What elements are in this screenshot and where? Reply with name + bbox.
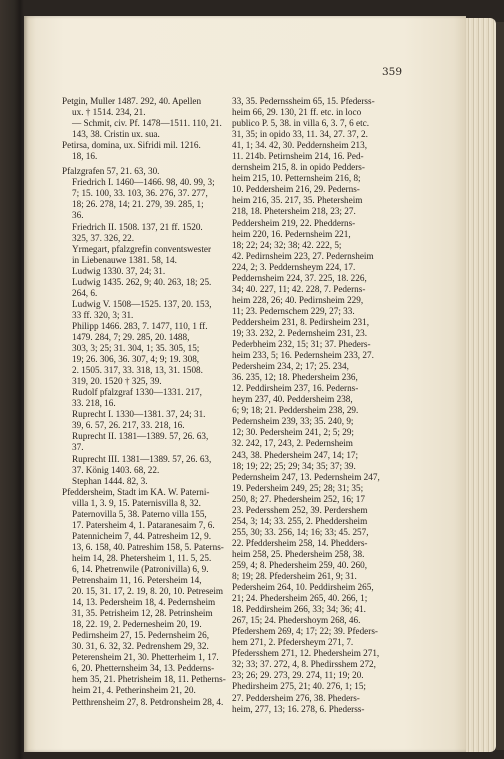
- index-line: 22. Pfeddersheim 258, 14. Phedders-: [232, 537, 368, 548]
- index-line: 23. Pedersshem 252, 39. Perdershem: [232, 504, 368, 515]
- index-line: 259, 4; 8. Phedersheim 259, 40. 260,: [232, 559, 367, 570]
- index-line: heim, 277, 13; 16. 278, 6. Phederss-: [232, 703, 365, 714]
- index-line: Ludwig V. 1508—1525. 137, 20. 153,: [72, 298, 212, 309]
- index-line: Friedrich I. 1460—1466. 98, 40. 99, 3;: [72, 177, 215, 188]
- index-line: Petthrensheim 27, 8. Petdronsheim 28, 4.: [72, 696, 224, 707]
- index-line: Pedernsheim 247, 13. Pedernsheim 247,: [232, 471, 380, 482]
- index-line: 1479. 284, 7; 29. 285, 20. 1488,: [72, 331, 190, 342]
- index-line: Petgin, Muller 1487. 292, 40. Apellen: [62, 96, 202, 106]
- index-line: 19; 26. 306, 36. 307, 4; 9; 19. 308,: [72, 354, 200, 365]
- index-line: 20. 15, 31. 17, 2. 19, 8. 20, 10. Petreseim: [72, 586, 224, 597]
- index-line: 19. Pedersheim 249, 25; 28; 31; 35;: [232, 482, 364, 493]
- index-line: 6, 20. Phetternsheim 34, 13. Pedderns-: [72, 663, 215, 674]
- index-line: Pedirnsheim 27, 15. Pedernsheim 26,: [72, 630, 210, 641]
- index-line: 36. 235, 12; 18. Phedersheim 236,: [232, 372, 358, 383]
- index-line: Pedersheim 264, 10. Peddirsheim 265,: [232, 582, 374, 593]
- index-line: 18. Peddirsheim 266, 33; 34; 36; 41.: [232, 604, 366, 615]
- index-line: hem 35, 21. Phetrisheim 18, 11. Petherns-: [72, 674, 226, 685]
- index-line: 37.: [72, 442, 84, 453]
- index-line: Peddersheim 219, 22. Phedderns-: [232, 217, 356, 228]
- index-line: 14, 13. Pedersheim 18, 4. Pedernsheim: [72, 597, 216, 608]
- index-line: 30. 31, 6. 32, 32. Pedrenshem 29, 32.: [72, 641, 209, 652]
- index-line: 12. Peddirsheim 237, 16. Pederns-: [232, 383, 359, 394]
- index-line: heim 21, 4. Petherinsheim 21, 20.: [72, 685, 196, 696]
- index-line: 32; 33; 37. 272, 4, 8. Phedirsshem 272,: [232, 659, 376, 670]
- index-line: Paternovilla 5, 38. Paterno villa 155,: [72, 508, 207, 519]
- index-line: 224, 2; 3. Peddernsheym 224, 17.: [232, 261, 356, 272]
- index-line: 325, 37. 326, 22.: [72, 232, 135, 243]
- index-line: Yrmegart, pfalzgrefin conventswester: [72, 243, 212, 254]
- index-line: 2. 1505. 317, 33. 318, 13, 31. 1508.: [72, 365, 203, 376]
- index-line: 6; 9; 18; 21. Peddersheim 238, 29.: [232, 405, 359, 416]
- index-line: Patennicheim 7, 44. Patresheim 12, 9.: [72, 530, 212, 541]
- index-line: heym 237, 40. Peddersheim 238,: [232, 394, 353, 405]
- index-line: 11; 23. Pedernschem 229, 27; 33.: [232, 305, 355, 316]
- index-line: 243, 38. Phedersheim 247, 14; 17;: [232, 449, 359, 460]
- index-line: ux. † 1514. 234, 21.: [72, 107, 146, 118]
- right-column: [232, 96, 407, 715]
- index-line: Peterensheim 21, 30. Phetterheim 1, 17.: [72, 652, 219, 663]
- index-line: publico P. 5, 38. in villa 6, 3. 7, 6 etc.: [232, 118, 370, 129]
- page-edges: [466, 18, 496, 752]
- index-line: Pedernsheim 239, 33; 35. 240, 9;: [232, 416, 354, 427]
- index-line: heim 66, 29. 130, 21 ff. etc. in loco: [232, 107, 362, 118]
- index-line: 33 ff. 320, 3; 31.: [72, 309, 134, 320]
- index-line: hem 271, 2. Pfedersheym 271, 7.: [232, 637, 354, 648]
- index-line: 13, 6. 158, 40. Patreshim 158, 5. Paterns-: [72, 541, 224, 552]
- book-shadow: [496, 22, 504, 750]
- page-number: 359: [381, 66, 402, 78]
- index-line: 8; 19; 28. Pfedersheim 261, 9; 31.: [232, 571, 357, 582]
- index-line: villa 1, 3. 9, 15. Paternisvilla 8, 32.: [72, 497, 201, 508]
- index-line: 39, 6. 57, 26. 217, 33. 218, 16.: [72, 420, 185, 431]
- index-line: 36.: [72, 210, 84, 221]
- index-line: Peddersheim 231, 8. Pedirsheim 231,: [232, 316, 370, 327]
- index-line: 218, 18. Phetersheim 218, 23; 27.: [232, 206, 356, 217]
- index-line: heim 220, 16. Pedernsheim 221,: [232, 228, 351, 239]
- index-line: Pedersheim 234, 2; 17; 25. 234,: [232, 361, 349, 372]
- index-line: 18; 26. 278, 14; 21. 279, 39. 285, 1;: [72, 199, 204, 210]
- index-line: 303, 3; 25; 31. 304, 1; 35. 305, 15;: [72, 343, 200, 354]
- index-line: heim 215, 10. Petternsheim 216, 8;: [232, 173, 361, 184]
- index-line: Pfedershem 269, 4; 17; 22; 39. Pfeders-: [232, 626, 378, 637]
- index-line: Ludwig 1330. 37, 24; 31.: [72, 265, 166, 276]
- index-line: 31, 35. Petrisheim 12, 28. Petrinsheim: [72, 608, 213, 619]
- index-line: heim 233, 5; 16. Pedernsheim 233, 27.: [232, 350, 374, 361]
- index-line: Ruprecht III. 1381—1389. 57, 26. 63,: [72, 453, 212, 464]
- index-line: 32. 242, 17, 243, 2. Pedernsheim: [232, 438, 353, 449]
- index-line: Ludwig 1435. 262, 9; 40. 263, 18; 25.: [72, 276, 212, 287]
- index-line: heim 258, 25. Phedersheim 258, 38.: [232, 548, 365, 559]
- index-line: heim 228, 26; 40. Pedirnsheim 229,: [232, 294, 364, 305]
- index-line: 17. Patersheim 4, 1. Pataranesaim 7, 6.: [72, 519, 215, 530]
- index-line: 267, 15; 24. Phedershoym 268, 46.: [232, 615, 361, 626]
- index-line: 264, 6.: [72, 287, 98, 298]
- index-line: Pfedersshem 271, 12. Phedersheim 271,: [232, 648, 380, 659]
- index-line: 18; 22; 24; 32; 38; 42. 222, 5;: [232, 239, 342, 250]
- index-line: Petrenshaim 11, 16. Petersheim 14,: [72, 575, 202, 586]
- index-line: Petirsa, domina, ux. Sifridi mil. 1216.: [62, 140, 201, 151]
- index-line: 33, 35. Pedernssheim 65, 15. Pfederss-: [232, 96, 375, 106]
- index-line: 255, 30; 33. 256, 14; 16; 33; 45. 257,: [232, 526, 369, 537]
- index-line: Stephan 1444. 82, 3.: [72, 475, 148, 486]
- index-line: 319, 20. 1520 † 325, 39.: [72, 376, 162, 387]
- index-line: 19; 33. 232, 2. Pedernsheim 231, 23.: [232, 327, 367, 338]
- index-line: 7; 15. 100, 33. 103, 36. 276, 37. 277,: [72, 188, 208, 199]
- index-line: 31, 35; in opido 33, 11. 34, 27. 37, 2.: [232, 129, 368, 140]
- index-line: — Schmit, civ. Pf. 1478—1511. 110, 21.: [72, 118, 222, 129]
- index-line: Rudolf pfalzgraf 1330—1331. 217,: [72, 387, 202, 398]
- index-line: 18; 19; 22; 25; 29; 34; 35; 37; 39.: [232, 460, 356, 471]
- index-line: 23; 26; 29. 273, 29. 274, 11; 19; 20.: [232, 670, 364, 681]
- index-line: 27. Peddersheim 276, 38. Pheders-: [232, 692, 360, 703]
- index-line: in Liebenauwe 1381. 58, 14.: [72, 254, 177, 265]
- index-line: 143, 38. Cristin ux. sua.: [72, 129, 160, 140]
- index-line: Philipp 1466. 283, 7. 1477, 110, 1 ff.: [72, 320, 208, 331]
- index-line: Ruprecht I. 1330—1381. 37, 24; 31.: [72, 409, 206, 420]
- index-line: Pfalzgrafen 57, 21. 63, 30.: [62, 166, 160, 177]
- index-line: 37. König 1403. 68, 22.: [72, 464, 160, 475]
- left-column: [62, 96, 232, 708]
- index-line: 254, 3; 14; 33. 255, 2. Pheddersheim: [232, 515, 368, 526]
- index-line: 33. 218, 16.: [72, 398, 116, 409]
- index-line: 41, 1; 34. 42, 30. Peddernsheim 213,: [232, 140, 367, 151]
- index-line: 21; 24. Phedersheim 265, 40. 266, 1;: [232, 593, 368, 604]
- index-line: 18, 16.: [72, 151, 98, 162]
- index-line: Pederbheim 232, 15; 31; 37. Pheders-: [232, 339, 371, 350]
- index-line: heim 216, 35. 217, 35. Phetersheim: [232, 195, 363, 206]
- index-line: 10. Peddersheim 216, 29. Pederns-: [232, 184, 360, 195]
- index-line: heim 14, 28. Phetersheim 1, 11. 5, 25.: [72, 552, 212, 563]
- index-line: 34; 40. 227, 11; 42. 228, 7. Pederns-: [232, 283, 366, 294]
- index-line: 18, 22. 19, 2. Pedernesheim 20, 19.: [72, 619, 202, 630]
- index-line: 12; 30. Pedersheim 241, 2; 5; 29;: [232, 427, 354, 438]
- index-line: 250, 8; 27. Phedersheim 252, 16; 17: [232, 493, 365, 504]
- index-line: Pfeddersheim, Stadt im KA. W. Paterni-: [62, 486, 210, 497]
- index-line: Ruprecht II. 1381—1389. 57, 26. 63,: [72, 431, 209, 442]
- index-line: 11. 214b. Petirnsheim 214, 16. Ped-: [232, 151, 364, 162]
- index-line: dernsheim 215, 8. in opido Pedders-: [232, 162, 365, 173]
- index-line: 42. Pedirnsheim 223, 27. Pedernsheim: [232, 250, 374, 261]
- index-line: Phedirsheim 275, 21; 40. 276, 1; 15;: [232, 681, 366, 692]
- index-line: Friedrich II. 1508. 137, 21 ff. 1520.: [72, 221, 203, 232]
- index-line: Peddernsheim 224, 37. 225, 18. 226,: [232, 272, 367, 283]
- index-line: 6, 14. Phetrenwile (Patronivilla) 6, 9.: [72, 563, 209, 574]
